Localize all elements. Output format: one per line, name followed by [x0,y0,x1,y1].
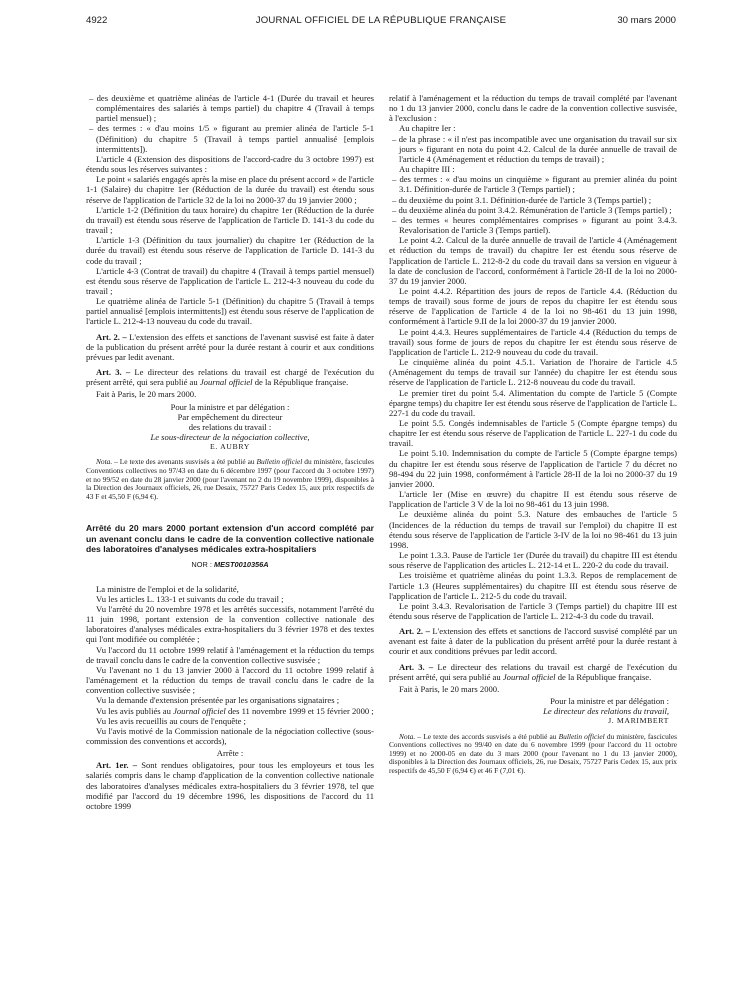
issue-date: 30 mars 2000 [617,15,676,26]
place-date: Fait à Paris, le 20 mars 2000. [399,683,500,694]
place-date: Fait à Paris, le 20 mars 2000. [96,389,197,400]
paragraph: Le point 1.3.3. Pause de l'article 1er (Durée du travail) du chapitre III est étendu sous réserve de l'application des articles L. 212-14 et L. 220-2 du code du travail. [389,550,677,571]
nota-label: Nota. [399,731,416,741]
journal-officiel-ref: Journal officiel [199,377,253,388]
signature-line: Pour la ministre et par délégation : [550,696,669,707]
visa: Vu les avis publiés au Journal officiel des 11 novembre 1999 et 15 février 2000 ; [96,705,374,716]
paragraph: Le quatrième alinéa de l'article 5-1 (Définition) du chapitre 5 (Travail à temps partiel annualisé [emplois intermittents]) est étendu sous réserve de l'application de l'article L. 212-4-13 nouveau du code du travail. [86,296,374,327]
signature-line: Par empêchement du directeur [177,411,283,422]
nor-reference: NOR : MEST0010356A [191,559,269,569]
article-2 [86,332,374,362]
article-text: de la République française. [555,671,652,682]
article-label: Art. 3. – [96,367,131,378]
article-label: Art. 3. – [399,661,434,672]
paragraph: Le premier tiret du point 5.4. Alimentation du compte de l'article 5 (Compte épargne temps) du chapitre Ier est étendu sous réserve de l'application de l'article L. 227-1 du code du travail. [389,387,677,418]
signature-title: Le sous-directeur de la négociation collective, [150,432,310,442]
paragraph: L'article 4-3 (Contrat de travail) du chapitre 4 (Travail à temps partiel mensuel) est étendu sous réserve de l'application de l'article L. 212-4-3 nouveau du code du travail ; [86,265,374,296]
nota-label: Nota. [96,457,113,467]
bulletin-officiel-ref: Bulletin officiel [558,731,605,741]
paragraph: Le point 4.4.3. Heures supplémentaires de l'article 4.4 (Réduction du temps de travail) sous forme de jours de repos du chapitre Ier est étendu sous réserve de l'application de l'article L. 212-9 nouveau du code du travail. [389,326,677,357]
article-label: Art. 1er. – [96,760,138,771]
paragraph: L'article 4 (Extension des dispositions de l'accord-cadre du 3 octobre 1997) est étendu sous les réserves suivantes : [86,153,374,175]
exclusion-item: – du deuxième alinéa du point 3.4.2. Rémunération de l'article 3 (Temps partiel) ; [392,204,672,215]
bulletin-officiel-ref: Bulletin officiel [256,457,303,467]
exclusion-item: – des termes : « d'au moins un cinquième » figurant au premier alinéa du point 3.1. Définition-durée de l'article 3 (Temps partiel) ; [392,174,677,195]
article-2 [389,626,677,656]
page-header [86,13,676,29]
decree-title: Arrêté du 20 mars 2000 portant extension d'un accord complété par un avenant conclu dans le cadre de la convention collective nationale des laboratoires d'analyses médicales extra-hospitaliers [86,523,374,555]
visa: Vu la demande d'extension présentée par les organisations signataires ; [96,695,340,706]
paragraph: Le point 4.2. Calcul de la durée annuelle de travail de l'article 4 (Aménagement et réduction du temps de travail) du chapitre Ier est étendu sous réserve de l'application de l'article L. 212-8-2 du code du travail dans sa version en vigueur à la date de conclusion de l'accord, conformément à l'article 28-II de la loi no 2000-37 du 19 janvier 2000. [389,235,677,286]
signature-line: Pour la ministre et par délégation : [170,401,290,412]
paragraph: Le point 3.4.3. Revalorisation de l'article 3 (Temps partiel) du chapitre III est étendu sous réserve de l'application de l'article L. 212-4-3 du code du travail. [389,600,677,621]
paragraph: Les troisième et quatrième alinéas du point 1.3.3. Repos de remplacement de l'article 1.3 (Heures supplémentaires) du chapitre III est étendu sous réserve de l'application de l'article L. 212-5 du code du travail. [389,570,677,601]
signature-line: des relations du travail : [188,421,272,432]
article-3 [389,662,677,682]
exclusion-item: – du deuxième du point 3.1. Définition-durée de l'article 3 (Temps partiel) ; [392,194,652,205]
nor-code: MEST0010356A [213,559,269,569]
article-1 [86,760,374,811]
chapter-heading: Au chapitre III : [399,164,455,175]
article-text: L'extension des effets et sanctions de l'accord susvisé complété par un avenant est faite à dater de la publication du présent arrêté pour la durée restant à courir et aux conditions prévues par ledit accord. [389,626,678,657]
page-number: 4922 [86,15,108,26]
paragraph: Le cinquième alinéa du point 4.5.1. Variation de l'horaire de l'article 4.5 (Aménagement du temps de travail sur l'année) du chapitre Ier est étendu sous réserve de l'application de l'article L. 212-8 nouveau du code du travail. [389,357,677,388]
paragraph: L'article 1-2 (Définition du taux horaire) du chapitre 1er (Réduction de la durée du travail) est étendu sous réserve de l'application de l'article D. 141-3 du code du travail ; [86,204,374,236]
exclusion-item: – de la phrase : « il n'est pas incompatible avec une organisation du travail sur six jours » figurant en nota du point 4.2. Calcul de la durée annuelle de travail de l'article 4 (Aménagement et réduction du temps de travail) ; [392,133,677,164]
visa: La ministre de l'emploi et de la solidarité, [96,583,239,594]
article-label: Art. 2. – [96,331,127,342]
left-column [86,93,374,811]
article-text: Le directeur des relations du travail est chargé de l'exécution du présent arrêté, qui sera publié au [86,367,374,388]
article-text: Sont rendues obligatoires, pour tous les employeurs et tous les salariés compris dans le champ d'application de la convention collective nationale des laboratoires d'analyses médicales extra-hospitaliers du 3 février 1978, tel que modifié par l'accord du 19 décembre 1996, les dispositions de l'accord du 11 octobre 1999 [86,760,374,811]
article-label: Art. 2. – [399,626,430,637]
visa: Vu l'avis motivé de la Commission nationale de la négociation collective (sous-commission des conventions et accords), [86,725,374,746]
paragraph: Le point 5.10. Indemnisation du compte de l'article 5 (Compte épargne temps) du chapitre Ier est étendu sous réserve de l'application de l'article 7 du décret no 98-494 du 22 juin 1998, conformément à l'article 28-II de la loi no 2000-37 du 19 janvier 2000. [389,448,677,489]
paragraph: Le point 5.5. Congés indemnisables de l'article 5 (Compte épargne temps) du chapitre Ier est étendu sous réserve de l'application de l'article L. 227-1 du code du travail. [389,418,677,449]
right-column [389,93,677,776]
paragraph: relatif à l'aménagement et la réduction du temps de travail complété par l'avenant no 1 du 13 janvier 2000, conclu dans le cadre de la convention collective susvisée, à l'exclusion : [389,93,677,124]
chapter-heading: Au chapitre Ier : [399,123,456,134]
nota: Nota. – Le texte des avenants susvisés a été publié au Bulletin officiel du ministère, fascicules Conventions collectives no 97/43 en date du 6 décembre 1997 (pour l'accord du 3 octobre 1997) et no 99/52 en date du 28 janvier 2000 (pour l'avenant no 2 du 19 novembre 1999), disponibles à la Direction des Journaux officiels, 26, rue Desaix, 75727 Paris Cedex 15, aux prix respectifs de 43 F et 45,50 F (6,94 €). [86,457,374,501]
article-text: L'extension des effets et sanctions de l'avenant susvisé est faite à dater de la publication du présent arrêté pour la durée restant à courir et aux conditions prévues par ledit avenant. [86,331,374,362]
journal-officiel-ref: Journal officiel [173,705,226,716]
article-3 [86,367,374,387]
visa: Vu l'arrêté du 20 novembre 1978 et les arrêtés successifs, notamment l'arrêté du 11 juin 1998, portant extension de la convention collective nationale des laboratoires d'analyses médicales extra-hospitaliers du 3 février 1978 et des textes qui l'ont modifiée ou complétée ; [86,603,374,645]
paragraph: Le point « salariés engagés après la mise en place du présent accord » de l'article 1-1 (Salaire) du chapitre 1er (Réduction de la durée du travail) est étendu sous réserve de l'application de l'article 32 de la loi no 2000-37 du 19 janvier 2000 ; [86,174,374,205]
paragraph: L'article Ier (Mise en œuvre) du chapitre II est étendu sous réserve de l'application de l'article 3 V de la loi no 98-461 du 13 juin 1998. [389,489,677,510]
signatory-name: E. AUBRY [210,442,250,452]
exclusion-item: – des termes : « d'au moins 1/5 » figurant au premier alinéa de l'article 5-1 (Définition) du chapitre 5 (Travail à temps partiel annualisé [emplois intermittents]). [89,123,374,154]
article-text: de la République française. [252,377,349,388]
journal-officiel-ref: Journal officiel [502,671,556,682]
paragraph: L'article 1-3 (Définition du taux journalier) du chapitre 1er (Réduction de la durée du travail) est étendu sous réserve de l'application de l'article D. 141-3 du code du travail ; [86,235,374,266]
exclusion-item: – des deuxième et quatrième alinéas de l'article 4-1 (Durée du travail et heures complémentaires des salariés à temps partiel) du chapitre 4 (Travail à temps partiel mensuel) ; [89,93,374,124]
arrete-heading: Arrête : [216,748,244,759]
article-text: Le directeur des relations du travail est chargé de l'exécution du présent arrêté, qui sera publié au [389,661,677,682]
signatory-name: J. MARIMBERT [608,716,669,726]
journal-title: JOURNAL OFFICIEL DE LA RÉPUBLIQUE FRANÇAISE [255,15,507,26]
paragraph: Le deuxième alinéa du point 5.3. Nature des embauches de l'article 5 (Incidences de la réduction du temps de travail sur l'emploi) du chapitre II est étendu sous réserve de l'application de l'article 3-IV de la loi no 98-461 du 13 juin 1998. [389,509,677,550]
nota: Nota. – Le texte des accords susvisés a été publié au Bulletin officiel du ministère, fascicules Conventions collectives no 99/40 en date du 6 novembre 1999 (pour l'accord du 11 octobre 1999) et no 2000-05 en date du 3 mars 2000 (pour l'avenant no 1 du 13 janvier 2000), disponibles à la Direction des Journaux officiels, 26, rue Desaix, 75727 Paris Cedex 15, aux prix respectifs de 45,50 F (6,94 €) et 46 F (7,01 €). [389,731,677,775]
visa: Vu les articles L. 133-1 et suivants du code du travail ; [96,593,284,604]
paragraph: Le point 4.4.2. Répartition des jours de repos de l'article 4.4. (Réduction du temps de travail) sous forme de jours de repos du chapitre Ier est étendu sous réserve de l'application de l'article 4 de la loi no 98-461 du 13 juin 1998, conformément à l'article 9.II de la loi 2000-37 du 19 janvier 2000. [389,285,677,327]
visa: Vu les avis recueillis au cours de l'enquête ; [96,715,246,726]
signature-title: Le directeur des relations du travail, [543,706,669,717]
visa: Vu l'avenant no 1 du 13 janvier 2000 à l'accord du 11 octobre 1999 relatif à l'aménagement et la réduction du temps de travail conclu dans le cadre de la convention collective susvisée ; [86,664,374,696]
visa: Vu l'accord du 11 octobre 1999 relatif à l'aménagement et la réduction du temps de travail conclu dans le cadre de la convention collective susvisée ; [86,644,374,665]
exclusion-item: – des termes « heures complémentaires comprises » figurant au point 3.4.3. Revalorisation de l'article 3 (Temps partiel). [392,214,677,236]
